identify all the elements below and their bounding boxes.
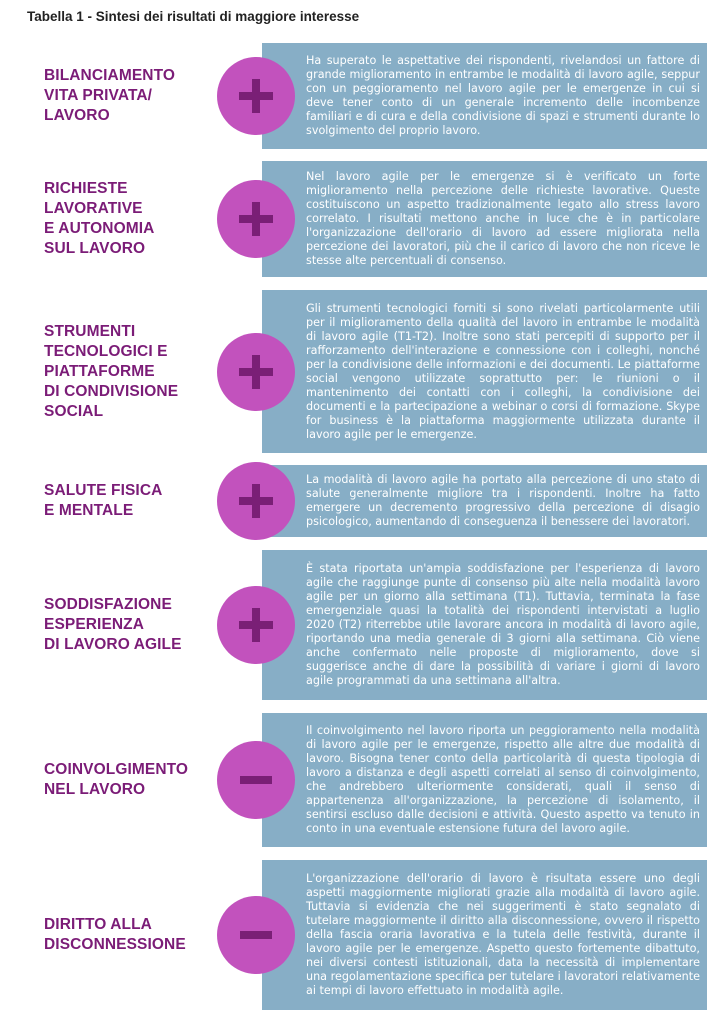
plus-icon [217,586,295,664]
result-description: La modalità di lavoro agile ha portato alla percezione di uno stato di salute generalmente migliore tra i rispondenti. Inoltre ha fatto emergere un decremento progressivo della percezione di disagio psicologico, aumentando di conseguenza il benessere dei lavoratori. [306,473,700,528]
result-category-label: SODDISFAZIONE ESPERIENZA DI LAVORO AGILE [44,596,182,653]
result-description: Ha superato le aspettative dei rispondenti, rivelandosi un fattore di grande miglioramento in entrambe le modalità di lavoro agile, seppur con un peggioramento nel lavoro agile per le emergenze in cui si deve tener conto di un generale incremento delle incombenze familiari e di cura e della condivisione di spazi e strumenti durante lo svolgimento del proprio lavoro. [306,54,700,137]
result-category-label: BILANCIAMENTO VITA PRIVATA/ LAVORO [44,67,176,124]
result-row [0,860,724,1010]
result-category-label: SALUTE FISICA E MENTALE [44,482,163,519]
result-category-label: STRUMENTI TECNOLOGICI E PIATTAFORME DI CONDIVISIONE SOCIAL [44,322,179,420]
result-category-label: COINVOLGIMENTO NEL LAVORO [44,761,189,798]
plus-icon [217,57,295,135]
plus-icon [217,333,295,411]
minus-icon [217,741,295,819]
result-category-label: RICHIESTE LAVORATIVE E AUTONOMIA SUL LAVORO [44,180,155,257]
result-description: È stata riportata un'ampia soddisfazione per l'esperienza di lavoro agile che raggiunge punte di consenso più alte nella modalità lavoro agile per un giorno alla settimana (T1). Tuttavia, terminata la fase emergenziale quasi la totalità dei rispondenti intervistati a luglio 2020 (T2) riterrebbe utile lavorare ancora in modalità di lavoro agile, riportando una media generale di 3 giorni alla settimana. Ciò viene anche confermato nelle proposte di miglioramento, dove si suggerisce anche di dare la possibilità di variare i giorni di lavoro agile programmati da una settimana all'altra. [306,562,700,687]
result-description: Nel lavoro agile per le emergenze si è verificato un forte miglioramento nella percezione delle richieste lavorative. Queste costituiscono un aspetto tradizionalmente legato allo stress lavoro correlato. I risultati mettono anche in luce che è in particolare l'organizzazione dell'orario di lavoro ad essere migliorata nella percezione dei lavoratori, più che il carico di lavoro che non riceve le stesse alte percentuali di consenso. [306,170,700,267]
plus-icon [217,462,295,540]
result-row [0,43,724,149]
result-row [0,290,724,453]
result-description: Gli strumenti tecnologici forniti si sono rivelati particolarmente utili per il miglioramento della qualità del lavoro in entrambe le modalità di lavoro agile (T1-T2). Inoltre sono stati percepiti di supporto per il rafforzamento dell'interazione e connessione con i colleghi, nonché per la condivisione delle informazioni e dei documenti. Le piattaforme social vengono utilizzate soprattutto per: le riunioni o il mantenimento dei contatti con i colleghi, la condivisione dei documenti e la partecipazione a webinar o corsi di formazione. Skype for business è la piattaforma maggiormente utilizzata durante il lavoro agile per le emergenze. [306,301,700,441]
result-row [0,161,724,277]
minus-icon [217,896,295,974]
result-category-label: DIRITTO ALLA DISCONNESSIONE [44,916,186,953]
result-row [0,713,724,847]
plus-icon [217,180,295,258]
result-description: L'organizzazione dell'orario di lavoro è risultata essere uno degli aspetti maggiormente migliorati grazie alla modalità di lavoro agile. Tuttavia si evidenzia che nei suggerimenti è stato segnalato di tutelare maggiormente il diritto alla disconnessione, ovvero il rispetto della fascia oraria lavorativa e la tutela delle festività, durante il lavoro agile per le emergenze. Aspetto questo fortemente dibattuto, nei diversi contesti istituzionali, data la necessità di implementare una regolamentazione specifica per tutelare i lavoratori relativamente ai tempi di lavoro effettuato in modalità agile. [306,872,700,997]
table-title: Tabella 1 - Sintesi dei risultati di maggiore interesse [27,9,360,24]
result-row [0,465,724,537]
result-description: Il coinvolgimento nel lavoro riporta un peggioramento nella modalità di lavoro agile per le emergenze, rispetto alle altre due modalità di lavoro. Bisogna tener conto della particolarità di questa tipologia di lavoro a distanza e degli aspetti correlati al senso di coinvolgimento, che andrebbero ulteriormente considerati, quali il senso di appartenenza all'organizzazione, la percezione di isolamento, il sentirsi escluso dalle decisioni e attività. Questo aspetto va tenuto in conto in una eventuale estensione futura del lavoro agile. [306,724,700,835]
result-row [0,550,724,700]
